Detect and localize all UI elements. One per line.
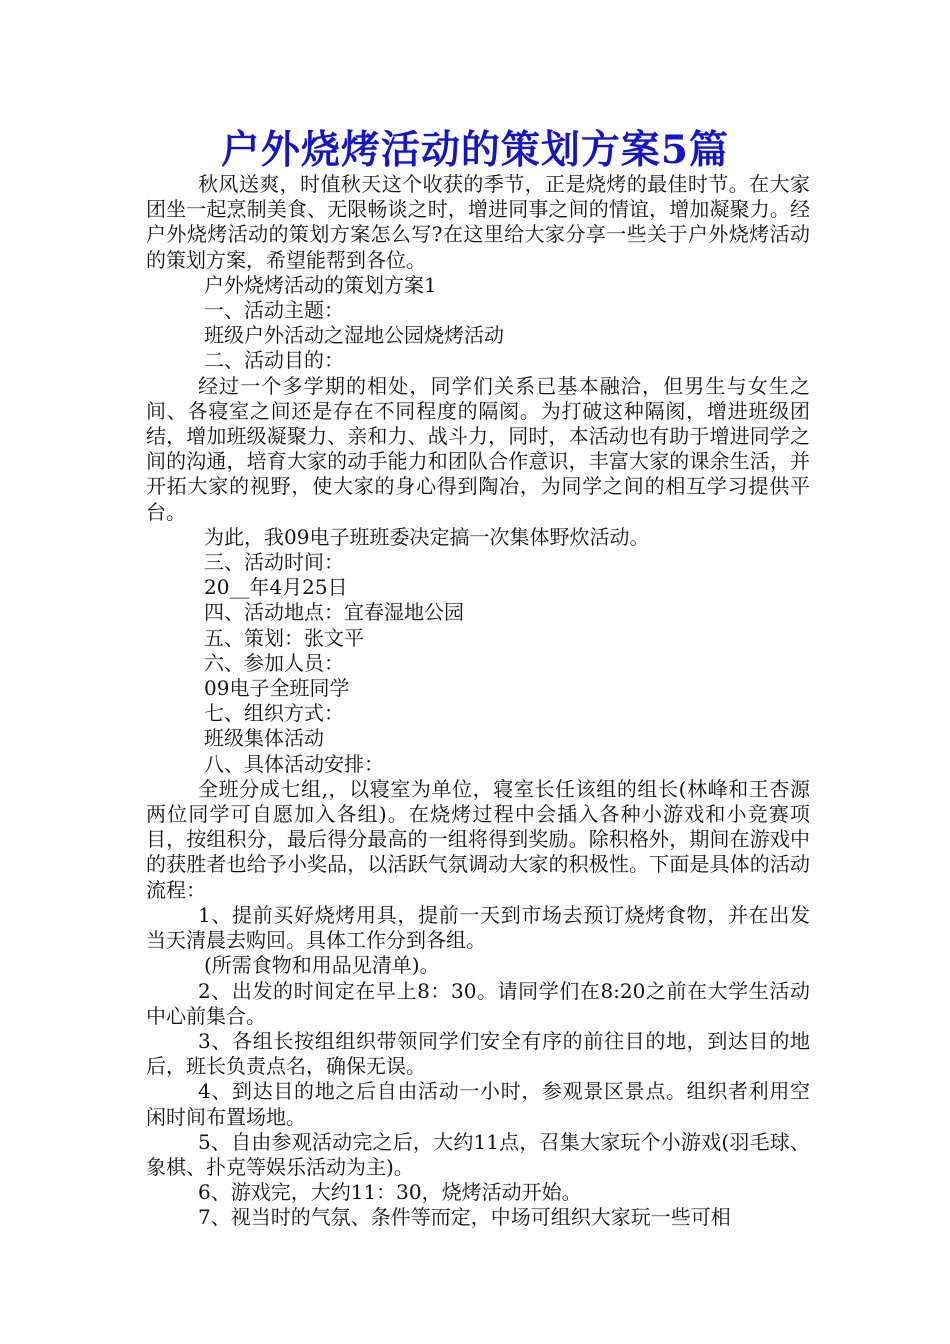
section-6-text: 09电子全班同学: [204, 676, 350, 701]
section-3-heading: 三、活动时间：: [204, 550, 344, 575]
step-3: 3、各组长按组组织带领同学们安全有序的前往目的地，到达目的地后，班长负责点名，确保无误。: [146, 1028, 810, 1079]
section-2-paragraph: 经过一个多学期的相处，同学们关系已基本融洽，但男生与女生之间、各寝室之间还是存在不同程度的隔阂。为打破这种隔阂，增进班级团结，增加班级凝聚力、亲和力、战斗力，同时，本活动也有助于增进同学之间的沟通，培育大家的动手能力和团队合作意识，丰富大家的课余生活，并开拓大家的视野，使大家的身心得到陶冶，为同学之间的相互学习提供平台。: [146, 373, 810, 524]
section-7-heading: 七、组织方式：: [204, 701, 344, 726]
section-2-heading: 二、活动目的：: [204, 348, 344, 373]
section-1-text: 班级户外活动之湿地公园烧烤活动: [204, 323, 504, 348]
document-body: [146, 172, 810, 1231]
step-2: 2、出发的时间定在早上8：30。请同学们在8:20之前在大学生活动中心前集合。: [146, 978, 810, 1028]
section-8-paragraph: 全班分成七组,，以寝室为单位，寝室长任该组的组长(林峰和王杏源两位同学可自愿加入各组)。在烧烤过程中会插入各种小游戏和小竞赛项目，按组积分，最后得分最高的一组将得到奖励。除积格外，期间在游戏中的获胜者也给予小奖品，以活跃气氛调动大家的积极性。下面是具体的活动流程：: [146, 776, 810, 902]
intro-paragraph: 秋风送爽，时值秋天这个收获的季节，正是烧烤的最佳时节。在大家团坐一起烹制美食、无限畅谈之时，增进同事之间的情谊，增加凝聚力。经户外烧烤活动的策划方案怎么写?在这里给大家分享一些关于户外烧烤活动的策划方案，希望能帮到各位。: [146, 172, 810, 272]
section-4-line: 四、活动地点：宜春湿地公园: [204, 600, 464, 625]
step-6: 6、游戏完，大约11：30，烧烤活动开始。: [198, 1180, 582, 1205]
document-title: 户外烧烤活动的策划方案5篇: [220, 127, 730, 173]
step-1-note: (所需食物和用品见清单)。: [204, 953, 440, 978]
section-3-text: 20__年4月25日: [204, 575, 348, 600]
step-1: 1、提前买好烧烤用具，提前一天到市场去预订烧烤食物，并在出发当天清晨去购回。具体工作分到各组。: [146, 902, 810, 953]
section-7-text: 班级集体活动: [204, 726, 324, 751]
step-5: 5、自由参观活动完之后，大约11点，召集大家玩个小游戏(羽毛球、象棋、扑克等娱乐活动为主)。: [146, 1129, 810, 1179]
section-1-heading: 一、活动主题：: [204, 298, 344, 323]
section-6-heading: 六、参加人员：: [204, 650, 344, 675]
step-4: 4、到达目的地之后自由活动一小时，参观景区景点。组织者利用空闲时间布置场地。: [146, 1079, 810, 1129]
plan-heading: 户外烧烤活动的策划方案1: [204, 272, 437, 297]
step-7: 7、视当时的气氛、条件等而定，中场可组织大家玩一些可相: [198, 1205, 731, 1230]
section-5-line: 五、策划：张文平: [204, 625, 364, 650]
section-8-heading: 八、具体活动安排：: [204, 751, 384, 776]
section-2-decision: 为此，我09电子班班委决定搞一次集体野炊活动。: [204, 524, 650, 549]
